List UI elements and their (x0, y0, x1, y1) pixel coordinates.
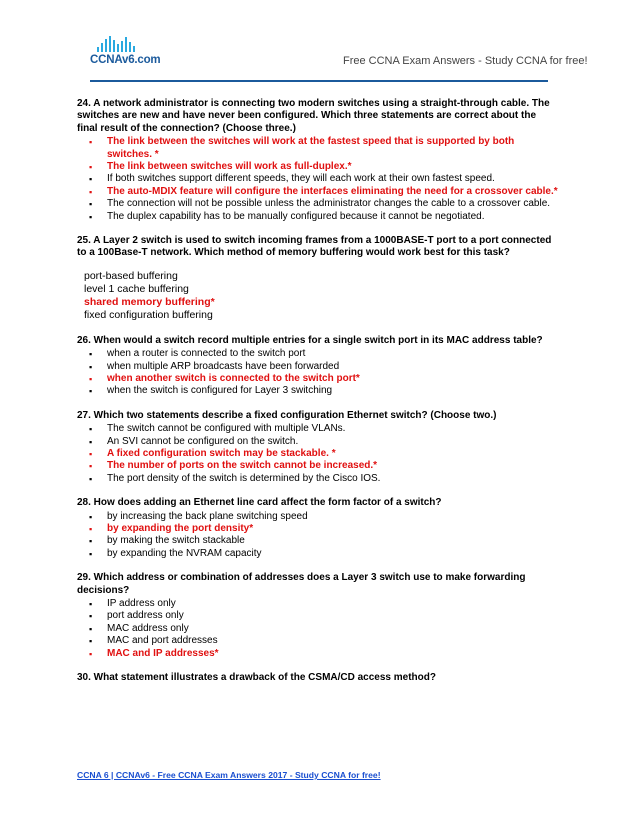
question-text: 26. When would a switch record multiple entries for a single switch port in its MAC address table? (77, 334, 543, 346)
answer-list (77, 598, 559, 660)
answer-option: ▪ The duplex capability has to be manually configured because it cannot be negotiated. (77, 211, 559, 223)
question-text: 27. Which two statements describe a fixed configuration Ethernet switch? (Choose two.) (77, 409, 497, 421)
answer-option: ▪ The number of ports on the switch cannot be increased.* (77, 460, 559, 472)
page-header (0, 0, 638, 84)
question-30 (77, 672, 559, 684)
question-25 (77, 235, 559, 323)
answer-option: ▪ when a router is connected to the switch port (77, 348, 559, 360)
question-text: 28. How does adding an Ethernet line card affect the form factor of a switch? (77, 497, 442, 509)
answer-option: ▪ The connection will not be possible unless the administrator changes the cable to a crossover cable. (77, 198, 559, 210)
question-text: 29. Which address or combination of addresses does a Layer 3 switch use to make forwarding decisions? (77, 572, 526, 596)
answer-option: ▪ MAC address only (77, 623, 559, 635)
answer-option: ▪ An SVI cannot be configured on the switch. (77, 436, 559, 448)
footer-link[interactable]: CCNA 6 | CCNAv6 - Free CCNA Exam Answers 2017 - Study CCNA for free! (77, 770, 381, 780)
answer-list (77, 423, 559, 485)
answer-option: shared memory buffering* (84, 296, 215, 309)
answer-option: ▪ by expanding the NVRAM capacity (77, 548, 559, 560)
question-text: 25. A Layer 2 switch is used to switch incoming frames from a 1000BASE-T port to a port connected to a 100Base-T network. Which method of memory buffering would work best for this task? (77, 235, 552, 259)
answer-option: ▪ by expanding the port density* (77, 523, 559, 535)
answer-option: ▪ The link between switches will work as full-duplex.* (77, 161, 559, 173)
logo-text: CCNAv6.com (90, 54, 161, 66)
answer-list (77, 270, 559, 323)
question-text: 24. A network administrator is connecting two modern switches using a straight-through cable. The switches are new and have never been configured. Which three statements are correct about the final result of the connection? (Choose three.) (77, 98, 550, 134)
answer-option: ▪ MAC and IP addresses* (77, 648, 559, 660)
answer-option: port-based buffering (84, 269, 178, 282)
question-29 (77, 572, 559, 660)
question-27 (77, 410, 559, 485)
answer-option: ▪ The port density of the switch is determined by the Cisco IOS. (77, 473, 559, 485)
header-divider (90, 80, 548, 82)
answer-list (77, 511, 559, 561)
question-text: 30. What statement illustrates a drawback of the CSMA/CD access method? (77, 672, 436, 684)
answer-option: ▪ The switch cannot be configured with multiple VLANs. (77, 423, 559, 435)
answer-option: ▪ port address only (77, 610, 559, 622)
answer-option: ▪ A fixed configuration switch may be stackable. * (77, 448, 559, 460)
answer-option: ▪ when multiple ARP broadcasts have been forwarded (77, 361, 559, 373)
signal-bars-icon (97, 36, 135, 52)
answer-option: ▪ when another switch is connected to the switch port* (77, 373, 559, 385)
answer-option: ▪ The auto-MDIX feature will configure the interfaces eliminating the need for a crossover cable.* (77, 186, 559, 198)
answer-option: ▪ by making the switch stackable (77, 535, 559, 547)
answer-option: fixed configuration buffering (84, 309, 213, 322)
answer-option: ▪ IP address only (77, 598, 559, 610)
answer-option: ▪ The link between the switches will work at the fastest speed that is supported by both switches. * (77, 136, 559, 161)
question-26 (77, 335, 559, 398)
answer-list (77, 136, 559, 223)
ccnav6-logo[interactable] (90, 36, 170, 76)
answer-option: level 1 cache buffering (84, 283, 189, 296)
answer-option: ▪ when the switch is configured for Layer 3 switching (77, 385, 559, 397)
answer-option: ▪ If both switches support different speeds, they will each work at their own fastest speed. (77, 173, 559, 185)
question-28 (77, 497, 559, 560)
header-tagline: Free CCNA Exam Answers - Study CCNA for free! (343, 55, 588, 67)
answer-option: ▪ by increasing the back plane switching speed (77, 511, 559, 523)
question-24 (77, 98, 559, 223)
answer-option: ▪ MAC and port addresses (77, 635, 559, 647)
answer-list (77, 348, 559, 398)
document-body (77, 98, 559, 696)
